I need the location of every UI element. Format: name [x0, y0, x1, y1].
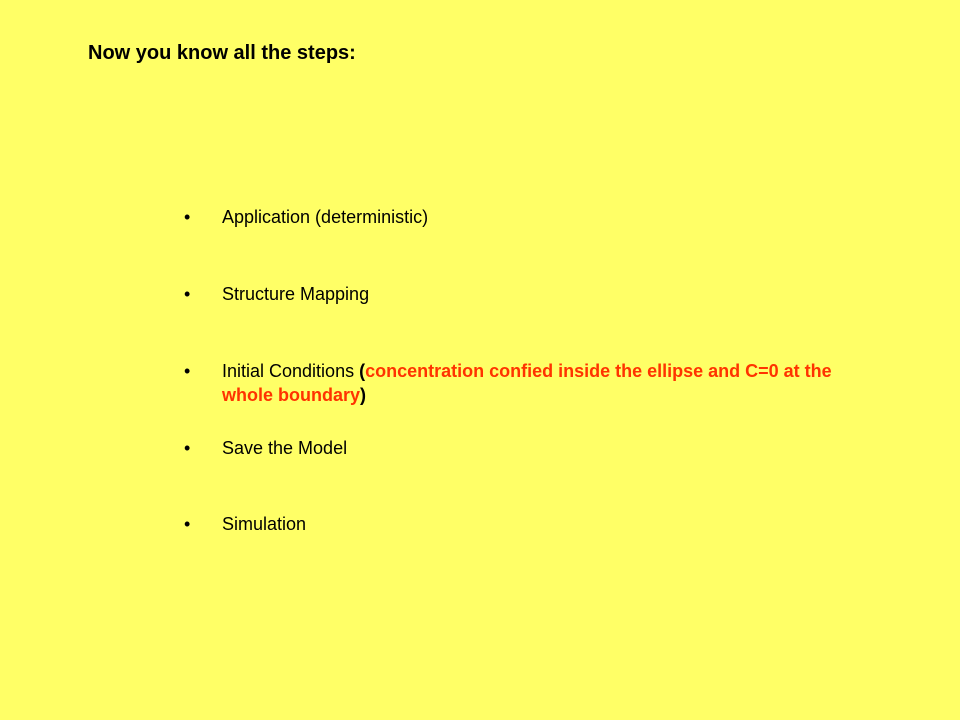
bullet-icon: •	[184, 207, 191, 227]
bullet-icon: •	[184, 438, 191, 458]
bullet-icon: •	[184, 361, 191, 381]
highlight-text: concentration confied inside the ellipse and C=0 at the whole boundary	[222, 361, 832, 405]
step-text: Save the Model	[222, 438, 348, 458]
step-text	[222, 359, 862, 407]
step-text-main: Initial Conditions	[222, 361, 360, 381]
step-text: Application (deterministic)	[222, 207, 429, 227]
step-text: Structure Mapping	[222, 284, 370, 304]
slide-title: Now you know all the steps:	[88, 42, 356, 64]
step-text: Simulation	[222, 514, 307, 534]
bullet-icon: •	[184, 284, 191, 304]
close-paren: )	[360, 385, 367, 405]
open-paren: (	[359, 361, 366, 381]
bullet-icon: •	[184, 514, 191, 534]
